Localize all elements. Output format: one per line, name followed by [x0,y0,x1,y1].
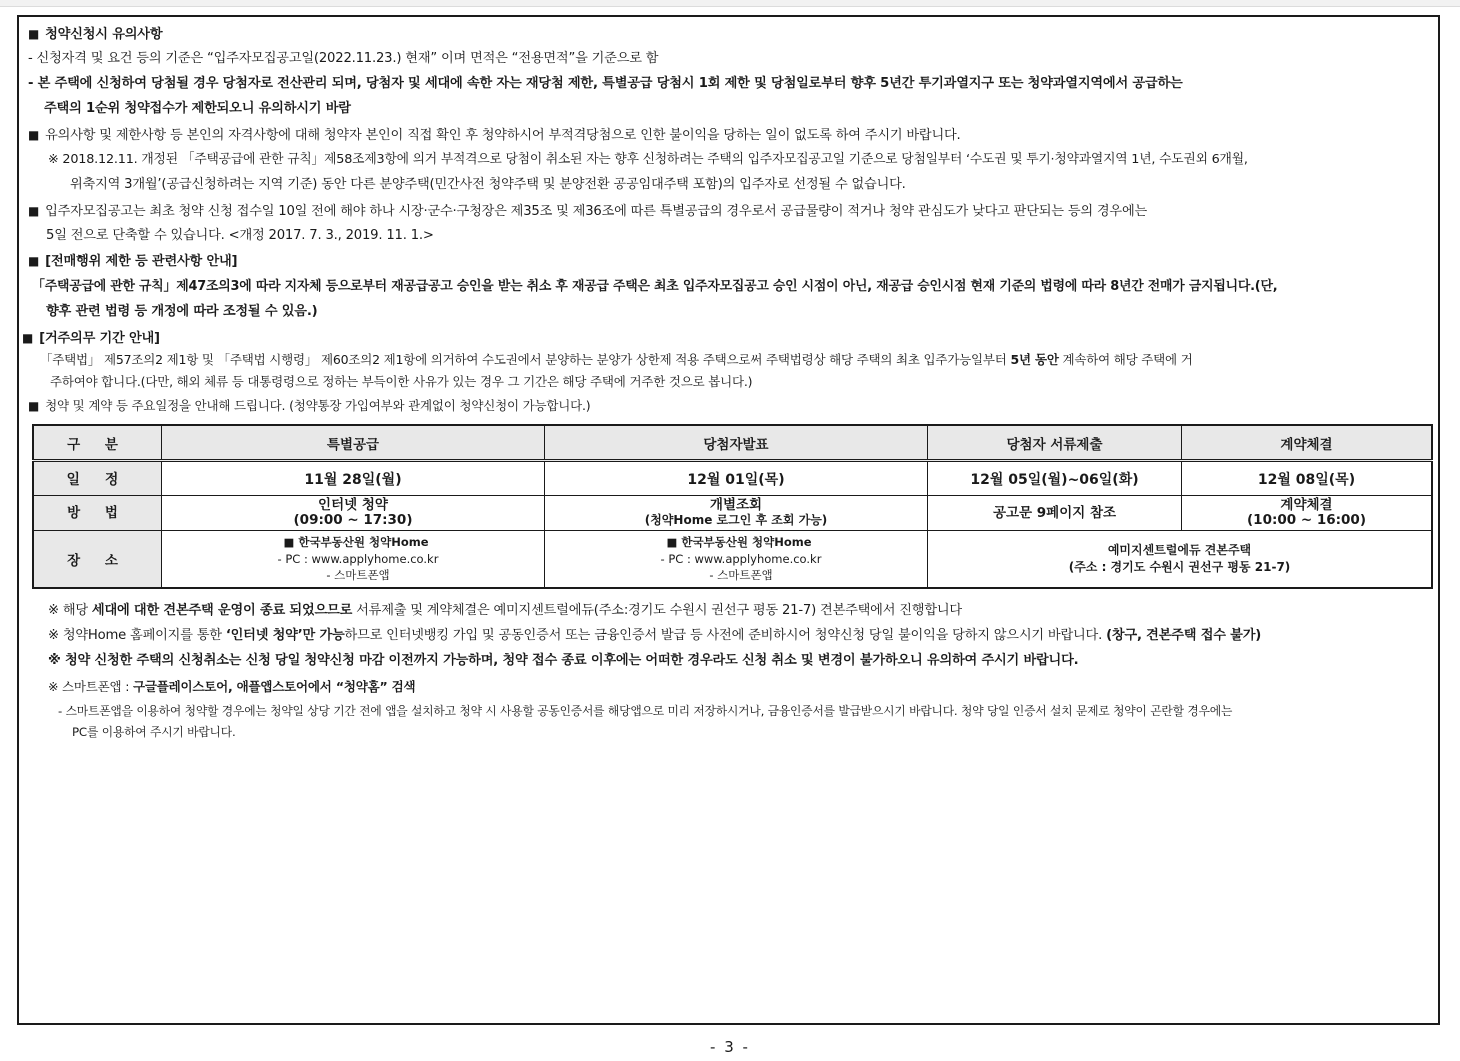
special-place-pc-link[interactable]: - PC : www.applyhome.co.kr [277,551,439,566]
special-method-title: 인터넷 청약 [318,497,388,513]
announce-method-note: (청약Home 로그인 후 조회 가능) [644,513,828,527]
notice-line-resale-2: 향후 관련 법령 등 개정에 따라 조정될 수 있음.) [46,304,318,319]
cell-docs-method: 공고문 9페이지 참조 [928,496,1182,531]
note-certificate-1: - 스마트폰앱을 이용하여 청약할 경우에는 청약일 상당 기간 전에 앱을 설치하고 청약 시 사용할 공동인증서를 해당앱으로 미리 저장하시거나, 금융인증서를 발급받으시기 바랍니다. 청약 당일 인증서 설치 문제로 청약이 곤란할 경우에는 [58,704,1233,718]
contract-method-hours: (10:00 ~ 16:00) [1247,512,1366,528]
note2-rest: 하므로 인터넷뱅킹 가입 및 공동인증서 또는 금융인증서 발급 등 사전에 준비하시어 청약신청 당일 불이익을 당하지 않으시기 바랍니다. [344,628,1107,643]
note2-emphasis: ‘인터넷 청약’만 가능 [225,628,345,643]
residence-text-a: 「주택법」 제57조의2 제1항 및 「주택법 시행령」 제60조의2 제1항에 의거하여 수도권에서 분양하는 분양가 상한제 적용 주택으로써 주택법령상 해당 주택의 최초 입주가능일부터 [40,352,1011,367]
special-method-hours: (09:00 ~ 17:30) [293,512,413,528]
notice-line-management-2: 주택의 1순위 청약접수가 제한되오니 유의하시기 바람 [44,101,351,116]
note1-rest: 서류제출 및 계약체결은 예미지센트럴에듀(주소:경기도 수원시 권선구 평동 21-7) 견본주택에서 진행합니다 [352,603,962,618]
announce-place-app: - 스마트폰앱 [709,568,773,583]
note4-prefix: ※ 스마트폰앱 : [48,679,133,694]
note1-emphasis: 세대에 대한 견본주택 운영이 종료 되었으므로 [91,603,353,618]
notice-line-ineligible-1: ※ 2018.12.11. 개정된 「주택공급에 관한 규칙」제58조제3항에 의거 부적격으로 당첨이 취소된 자는 향후 신청하려는 주택의 입주자모집공고일 기준으로 당첨일부터 ‘수도권 및 투기·청약과열지역 1년, 수도권외 6개월, [48,152,1248,167]
note-model-house-closed [48,602,962,620]
note4-search-hint: 구글플레이스토어, 애플앱스토어에서 “청약홈” 검색 [132,679,416,694]
model-house-address: (주소 : 경기도 수원시 권선구 평동 21-7) [1068,560,1291,574]
col-header-category: 구 분 [33,425,162,461]
notice-line-criteria: - 신청자격 및 요건 등의 기준은 “입주자모집공고일(2022.11.23.) 현재” 이며 면적은 “전용면적”을 기준으로 함 [28,51,659,66]
notice-line-ineligible-2: 위축지역 3개월’(공급신청하려는 지역 기준) 동안 다른 분양주택(민간사전 청약주택 및 분양전환 공공임대주택 포함)의 입주자로 선정될 수 없습니다. [70,177,906,192]
row-label-place: 장 소 [33,531,162,589]
cell-contract-date: 12월 08일(목) [1182,461,1433,496]
residence-text-b: 계속하여 해당 주택에 거 [1058,352,1193,367]
row-label-schedule: 일 정 [33,461,162,496]
notice-line-resale-1: 「주택공급에 관한 규칙」제47조의3에 따라 지자체 등으로부터 재공급공고 승인을 받는 취소 후 재공급 주택은 최초 입주자모집공고 승인 시점이 아닌, 재공급 승인시점 현재 기준의 법령에 따라 8년간 전매가 금지됩니다.(단, [32,279,1278,294]
cell-special-place [162,531,545,589]
contract-method-title: 계약체결 [1280,497,1333,513]
table-row-place [33,531,1432,589]
special-place-title: ■ 한국부동산원 청약Home [283,535,429,550]
residence-period: 5년 동안 [1010,352,1059,367]
note-online-only [48,627,1261,645]
top-edge [0,0,1460,7]
heading-residence-duty: ■ [거주의무 기간 안내] [22,329,160,348]
special-place-app: - 스마트폰앱 [326,568,390,583]
page-number: - 3 - [710,1038,750,1056]
cell-special-date: 11월 28일(월) [162,461,545,496]
table-header-row [33,425,1432,461]
announce-method-title: 개별조회 [709,497,763,513]
table-row-schedule [33,461,1432,496]
announce-place-title: ■ 한국부동산원 청약Home [666,535,812,550]
heading-announcement-period-1: ■ 입주자모집공고는 최초 청약 신청 접수일 10일 전에 해야 하나 시장·군수·구청장은 제35조 및 제36조에 따른 특별공급의 경우로서 공급물량이 적거나 청약 관심도가 낮다고 판단되는 등의 경우에는 [28,202,1147,221]
notice-line-residence-1 [40,351,1193,369]
col-header-documents: 당첨자 서류제출 [928,425,1182,461]
note2-prefix: ※ 청약Home 홈페이지를 통한 [48,628,226,643]
heading-restrictions: ■ 유의사항 및 제한사항 등 본인의 자격사항에 대해 청약자 본인이 직접 확인 후 청약하시어 부적격당첨으로 인한 불이익을 당하는 일이 없도록 하여 주시기 바랍니다. [28,126,961,145]
cell-announce-date: 12월 01일(목) [545,461,928,496]
announce-place-pc-link[interactable]: - PC : www.applyhome.co.kr [660,551,822,566]
note-smartphone-app [48,678,415,696]
note1-prefix: ※ 해당 [48,603,92,618]
heading-announcement-period-2: 5일 전으로 단축할 수 있습니다. <개정 2017. 7. 3., 2019. 11. 1.> [46,228,434,243]
note-cancellation: ※ 청약 신청한 주택의 신청취소는 신청 당일 청약신청 마감 이전까지 가능하며, 청약 접수 종료 이후에는 어떠한 경우라도 신청 취소 및 변경이 불가하오니 유의하여 주시기 바랍니다. [48,653,1079,668]
cell-contract-method [1182,496,1433,531]
heading-notice: ■ 청약신청시 유의사항 [28,25,162,44]
cell-announce-place [545,531,928,589]
col-header-special-supply: 특별공급 [162,425,545,461]
notice-line-management-1: - 본 주택에 신청하여 당첨될 경우 당첨자로 전산관리 되며, 당첨자 및 세대에 속한 자는 재당첨 제한, 특별공급 당첨시 1회 제한 및 당첨일로부터 향후 5년간 투기과열지구 또는 청약과열지역에서 공급하는 [28,76,1183,91]
col-header-contract: 계약체결 [1182,425,1433,461]
schedule-table [32,424,1433,589]
cell-special-method [162,496,545,531]
model-house-name: 예미지센트럴에듀 견본주택 [1107,543,1252,557]
cell-model-house-place [928,531,1433,589]
note2-no-walkin: (창구, 견본주택 접수 불가) [1106,628,1262,643]
cell-docs-date: 12월 05일(월)~06일(화) [928,461,1182,496]
col-header-announcement: 당첨자발표 [545,425,928,461]
heading-resale-restriction: ■ [전매행위 제한 등 관련사항 안내] [28,252,237,271]
cell-announce-method [545,496,928,531]
table-row-method [33,496,1432,531]
row-label-method: 방 법 [33,496,162,531]
notice-line-residence-2: 주하여야 합니다.(다만, 해외 체류 등 대통령령으로 정하는 부득이한 사유가 있는 경우 그 기간은 해당 주택에 거주한 것으로 봅니다.) [50,374,753,389]
note-certificate-2: PC를 이용하여 주시기 바랍니다. [72,725,236,739]
heading-schedule: ■ 청약 및 계약 등 주요일정을 안내해 드립니다. (청약통장 가입여부와 관계없이 청약신청이 가능합니다.) [28,397,590,415]
